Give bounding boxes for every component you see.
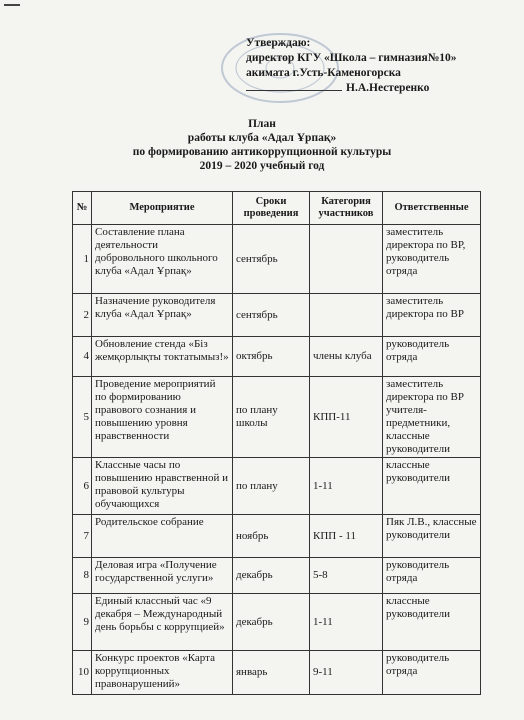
- row-responsible: руководитель отряда: [383, 558, 481, 594]
- row-dates: по плану: [233, 458, 310, 515]
- header-num: №: [73, 192, 92, 225]
- row-category: [310, 225, 383, 294]
- plan-subtitle-topic: по формированию антикоррупционной культуры: [132, 146, 392, 158]
- row-num: 6: [73, 458, 92, 515]
- approval-akimat: акимата г.Усть-Каменогорска: [246, 67, 401, 79]
- row-event: Составление плана деятельности добровольного школьного клуба «Адал Ұрпақ»: [92, 225, 233, 294]
- row-num: 2: [73, 294, 92, 337]
- row-num: 9: [73, 594, 92, 651]
- row-num: 4: [73, 337, 92, 377]
- approval-heading: Утверждаю:: [246, 37, 311, 49]
- row-event: Классные часы по повышению нравственной и правовой культуры обучающихся: [92, 458, 233, 515]
- row-num: 1: [73, 225, 92, 294]
- approval-block: [246, 36, 457, 96]
- row-responsible: заместитель директора по ВР, руководитель отряда: [383, 225, 481, 294]
- row-dates: сентябрь: [233, 294, 310, 337]
- table-row: [73, 337, 481, 377]
- row-dates: январь: [233, 651, 310, 695]
- row-event: Обновление стенда «Біз жемқорлықты токтатымыз!»: [92, 337, 233, 377]
- row-responsible: заместитель директора по ВР учителя-предметники, классные руководители: [383, 377, 481, 458]
- row-category: [310, 294, 383, 337]
- table-header-row: [73, 192, 481, 225]
- row-dates: октябрь: [233, 337, 310, 377]
- plan-title: План: [248, 118, 276, 130]
- row-dates: декабрь: [233, 558, 310, 594]
- row-num: 5: [73, 377, 92, 458]
- row-category: 1-11: [310, 594, 383, 651]
- row-num: 10: [73, 651, 92, 695]
- row-event: Конкурс проектов «Карта коррупционных правонарушений»: [92, 651, 233, 695]
- plan-school-year: 2019 – 2020 учебный год: [199, 160, 325, 172]
- header-category: Категория участников: [310, 192, 383, 225]
- row-responsible: Пяк Л.В., классные руководители: [383, 515, 481, 558]
- row-event: Единый классный час «9 декабря – Международный день борьбы с коррупцией»: [92, 594, 233, 651]
- scan-corner-mark: [4, 4, 20, 6]
- row-responsible: руководитель отряда: [383, 651, 481, 695]
- row-dates: декабрь: [233, 594, 310, 651]
- signature-line: [246, 90, 342, 91]
- row-responsible: классные руководители: [383, 594, 481, 651]
- row-event: Назначение руководителя клуба «Адал Ұрпақ»: [92, 294, 233, 337]
- table-row: [73, 558, 481, 594]
- row-responsible: руководитель отряда: [383, 337, 481, 377]
- header-event: Мероприятие: [92, 192, 233, 225]
- table-row: [73, 515, 481, 558]
- table-row: [73, 225, 481, 294]
- row-responsible: классные руководители: [383, 458, 481, 515]
- row-category: члены клуба: [310, 337, 383, 377]
- row-dates: сентябрь: [233, 225, 310, 294]
- approval-signature-name: Н.А.Нестеренко: [346, 82, 430, 94]
- table-row: [73, 594, 481, 651]
- row-category: КПП - 11: [310, 515, 383, 558]
- row-category: 5-8: [310, 558, 383, 594]
- row-event: Родительское собрание: [92, 515, 233, 558]
- table-row: [73, 651, 481, 695]
- header-dates: Сроки проведения: [233, 192, 310, 225]
- row-num: 8: [73, 558, 92, 594]
- row-dates: по плану школы: [233, 377, 310, 458]
- row-num: 7: [73, 515, 92, 558]
- table-row: [73, 294, 481, 337]
- row-category: 1-11: [310, 458, 383, 515]
- approval-director: директор КГУ «Школа – гимназия№10»: [246, 52, 457, 64]
- row-category: 9-11: [310, 651, 383, 695]
- plan-subtitle-club: работы клуба «Адал Ұрпақ»: [187, 132, 337, 144]
- row-responsible: заместитель директора по ВР: [383, 294, 481, 337]
- row-dates: ноябрь: [233, 515, 310, 558]
- table-row: [73, 458, 481, 515]
- row-event: Деловая игра «Получение государственной услуги»: [92, 558, 233, 594]
- row-event: Проведение мероприятий по формированию правового сознания и повышению уровня нравственности: [92, 377, 233, 458]
- table-row: [73, 377, 481, 458]
- approval-signature-row: [246, 81, 457, 96]
- header-responsible: Ответственные: [383, 192, 481, 225]
- plan-table: [72, 191, 481, 695]
- row-category: КПП-11: [310, 377, 383, 458]
